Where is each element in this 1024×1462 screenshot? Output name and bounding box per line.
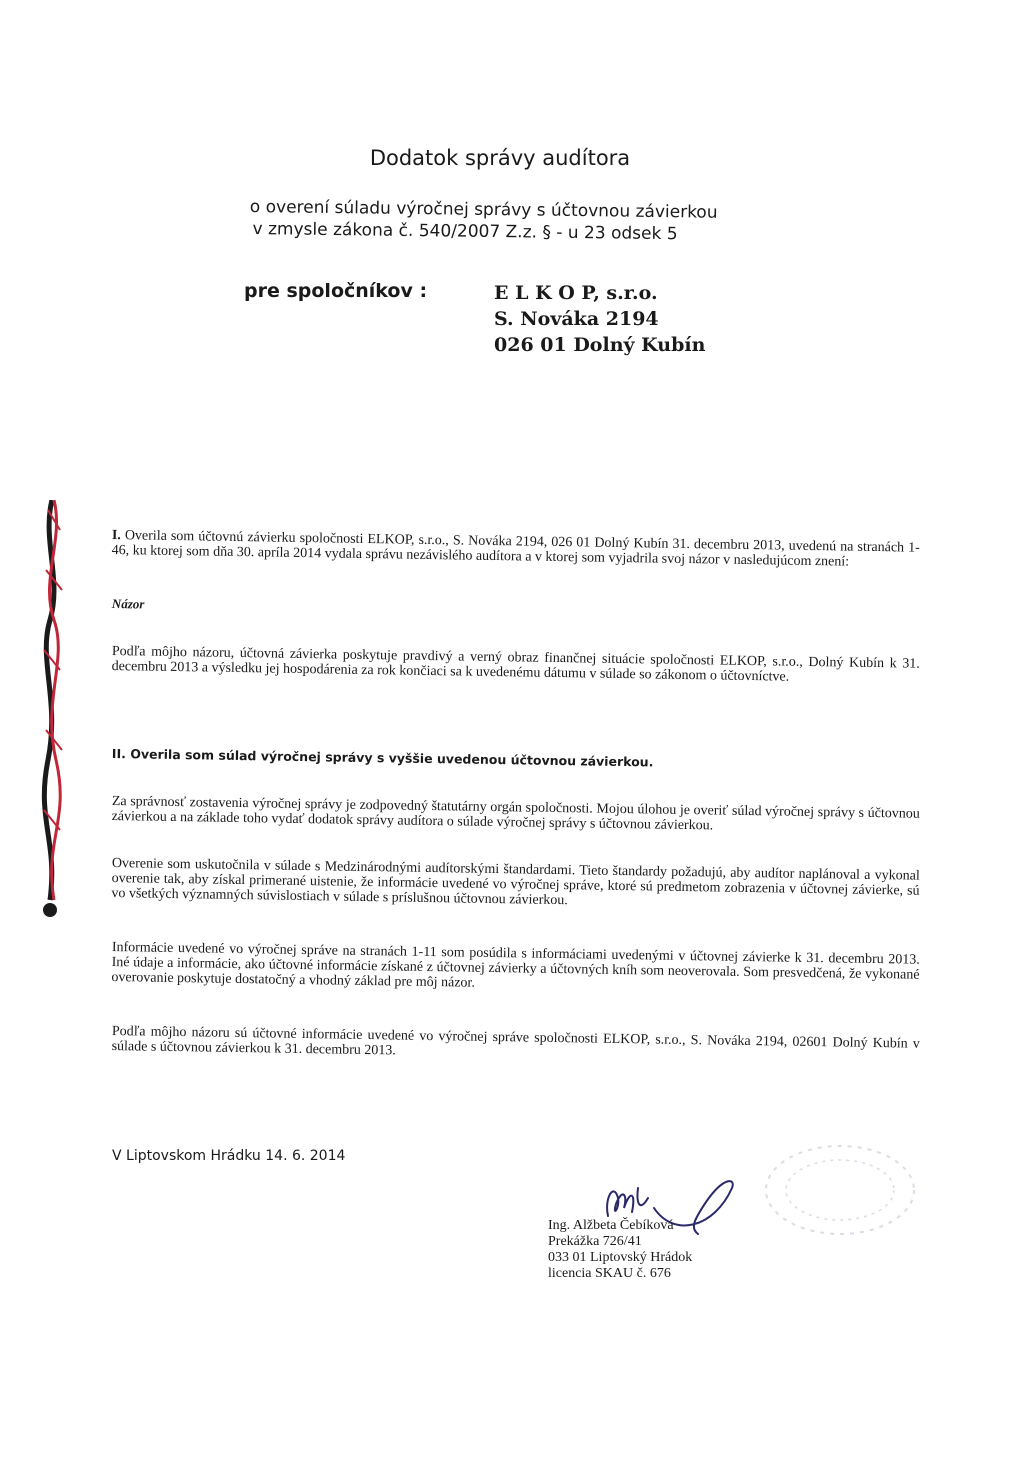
binding-thread-icon bbox=[34, 500, 70, 920]
section-2-heading bbox=[112, 746, 920, 774]
section-2-heading-text: II. Overila som súlad výročnej správy s vyššie uvedenou účtovnou závierkou. bbox=[111, 746, 654, 770]
document-title: Dodatok správy audítora bbox=[369, 146, 631, 170]
opinion-paragraph bbox=[112, 644, 920, 687]
document-subtitle bbox=[249, 196, 717, 246]
section-2-paragraph-2 bbox=[111, 856, 920, 914]
section-2-paragraph-3 bbox=[111, 940, 920, 998]
recipient-label: pre spoločníkov : bbox=[244, 280, 428, 302]
company-city: 026 01 Dolný Kubín bbox=[494, 334, 706, 356]
company-address bbox=[494, 280, 705, 358]
section-2-paragraph-4 bbox=[112, 1024, 920, 1067]
paragraph: Overenie som uskutočnila v súlade s Medzinárodnými audítorskými štandardami. Tieto štandardy požadujú, aby audítor naplánoval a vykonal overenie tak, aby získal primerané uistenie, že informácie uvedené vo výročnej správe, ktoré sú predmetom zobrazenia v účtovnej závierke, sú vo všetkých významných súvislostiach v súlade s príslušnou účtovnou závierkou. bbox=[111, 856, 920, 909]
opinion-heading bbox=[112, 596, 920, 624]
company-street: S. Nováka 2194 bbox=[494, 308, 659, 330]
opinion-text: Podľa môjho názoru, účtovná závierka poskytuje pravdivý a verný obraz finančnej situácie spoločnosti ELKOP, s.r.o., Dolný Kubín k 31. decembru 2013 a výsledku jej hospodárenia za rok končiaci sa k uvedenému dátumu v súlade so zákonom o účtovníctve. bbox=[111, 644, 920, 685]
auditor-city: 033 01 Liptovský Hrádok bbox=[548, 1250, 693, 1265]
company-name: E L K O P, s.r.o. bbox=[494, 282, 658, 304]
section-2-paragraph-1 bbox=[112, 794, 920, 837]
place-and-date: V Liptovskom Hrádku 14. 6. 2014 bbox=[112, 1148, 346, 1164]
stamp-icon bbox=[760, 1140, 920, 1240]
opinion-heading-text: Názor bbox=[111, 596, 145, 612]
section-1-number: I. bbox=[111, 528, 121, 544]
auditor-block bbox=[548, 1218, 692, 1282]
auditor-street: Prekážka 726/41 bbox=[548, 1234, 642, 1249]
section-1-text: Overila som účtovnú závierku spoločnosti ELKOP, s.r.o., S. Nováka 2194, 026 01 Dolný Kubín 31. decembru 2013, uvedenú na stranách 1- 46, ku ktorej som dňa 30. apríla 2014 vydala správu nezávislého audítora a v ktorej som vyjadrila svoj názor v nasledujúcom znení: bbox=[111, 528, 920, 570]
paragraph: Podľa môjho názoru sú účtovné informácie uvedené vo výročnej správe spoločnosti ELKOP, s.r.o., S. Nováka 2194, 02601 Dolný Kubín v súlade s účtovnou závierkou k 31. decembru 2013. bbox=[111, 1024, 920, 1059]
paragraph: Za správnosť zostavenia výročnej správy je zodpovedný štatutárny orgán spoločnosti. Mojou úlohou je overiť súlad výročnej správy s účtovnou závierkou a na základe toho vydať dodatok správy audítora o súlade výročnej správy s účtovnou závierkou. bbox=[111, 794, 920, 834]
auditor-name: Ing. Alžbeta Čebíková bbox=[548, 1218, 674, 1233]
paragraph: Informácie uvedené vo výročnej správe na stranách 1-11 som posúdila s informáciami uvedenými v účtovnej závierke k 31. decembru 2013. Iné údaje a informácie, ako účtovné informácie získané z účtovnej závierky a účtovných kníh som neoverovala. Som presvedčená, že vykonané overovanie poskytuje dostatočný a vhodný základ pre môj názor. bbox=[111, 940, 920, 991]
subtitle-line-1: o overení súladu výročnej správy s účtovnou závierkou bbox=[249, 196, 718, 223]
subtitle-line-2: v zmysle zákona č. 540/2007 Z.z. § - u 23 odsek 5 bbox=[252, 219, 678, 245]
auditor-license: licencia SKAU č. 676 bbox=[548, 1266, 671, 1281]
section-1 bbox=[112, 528, 920, 571]
